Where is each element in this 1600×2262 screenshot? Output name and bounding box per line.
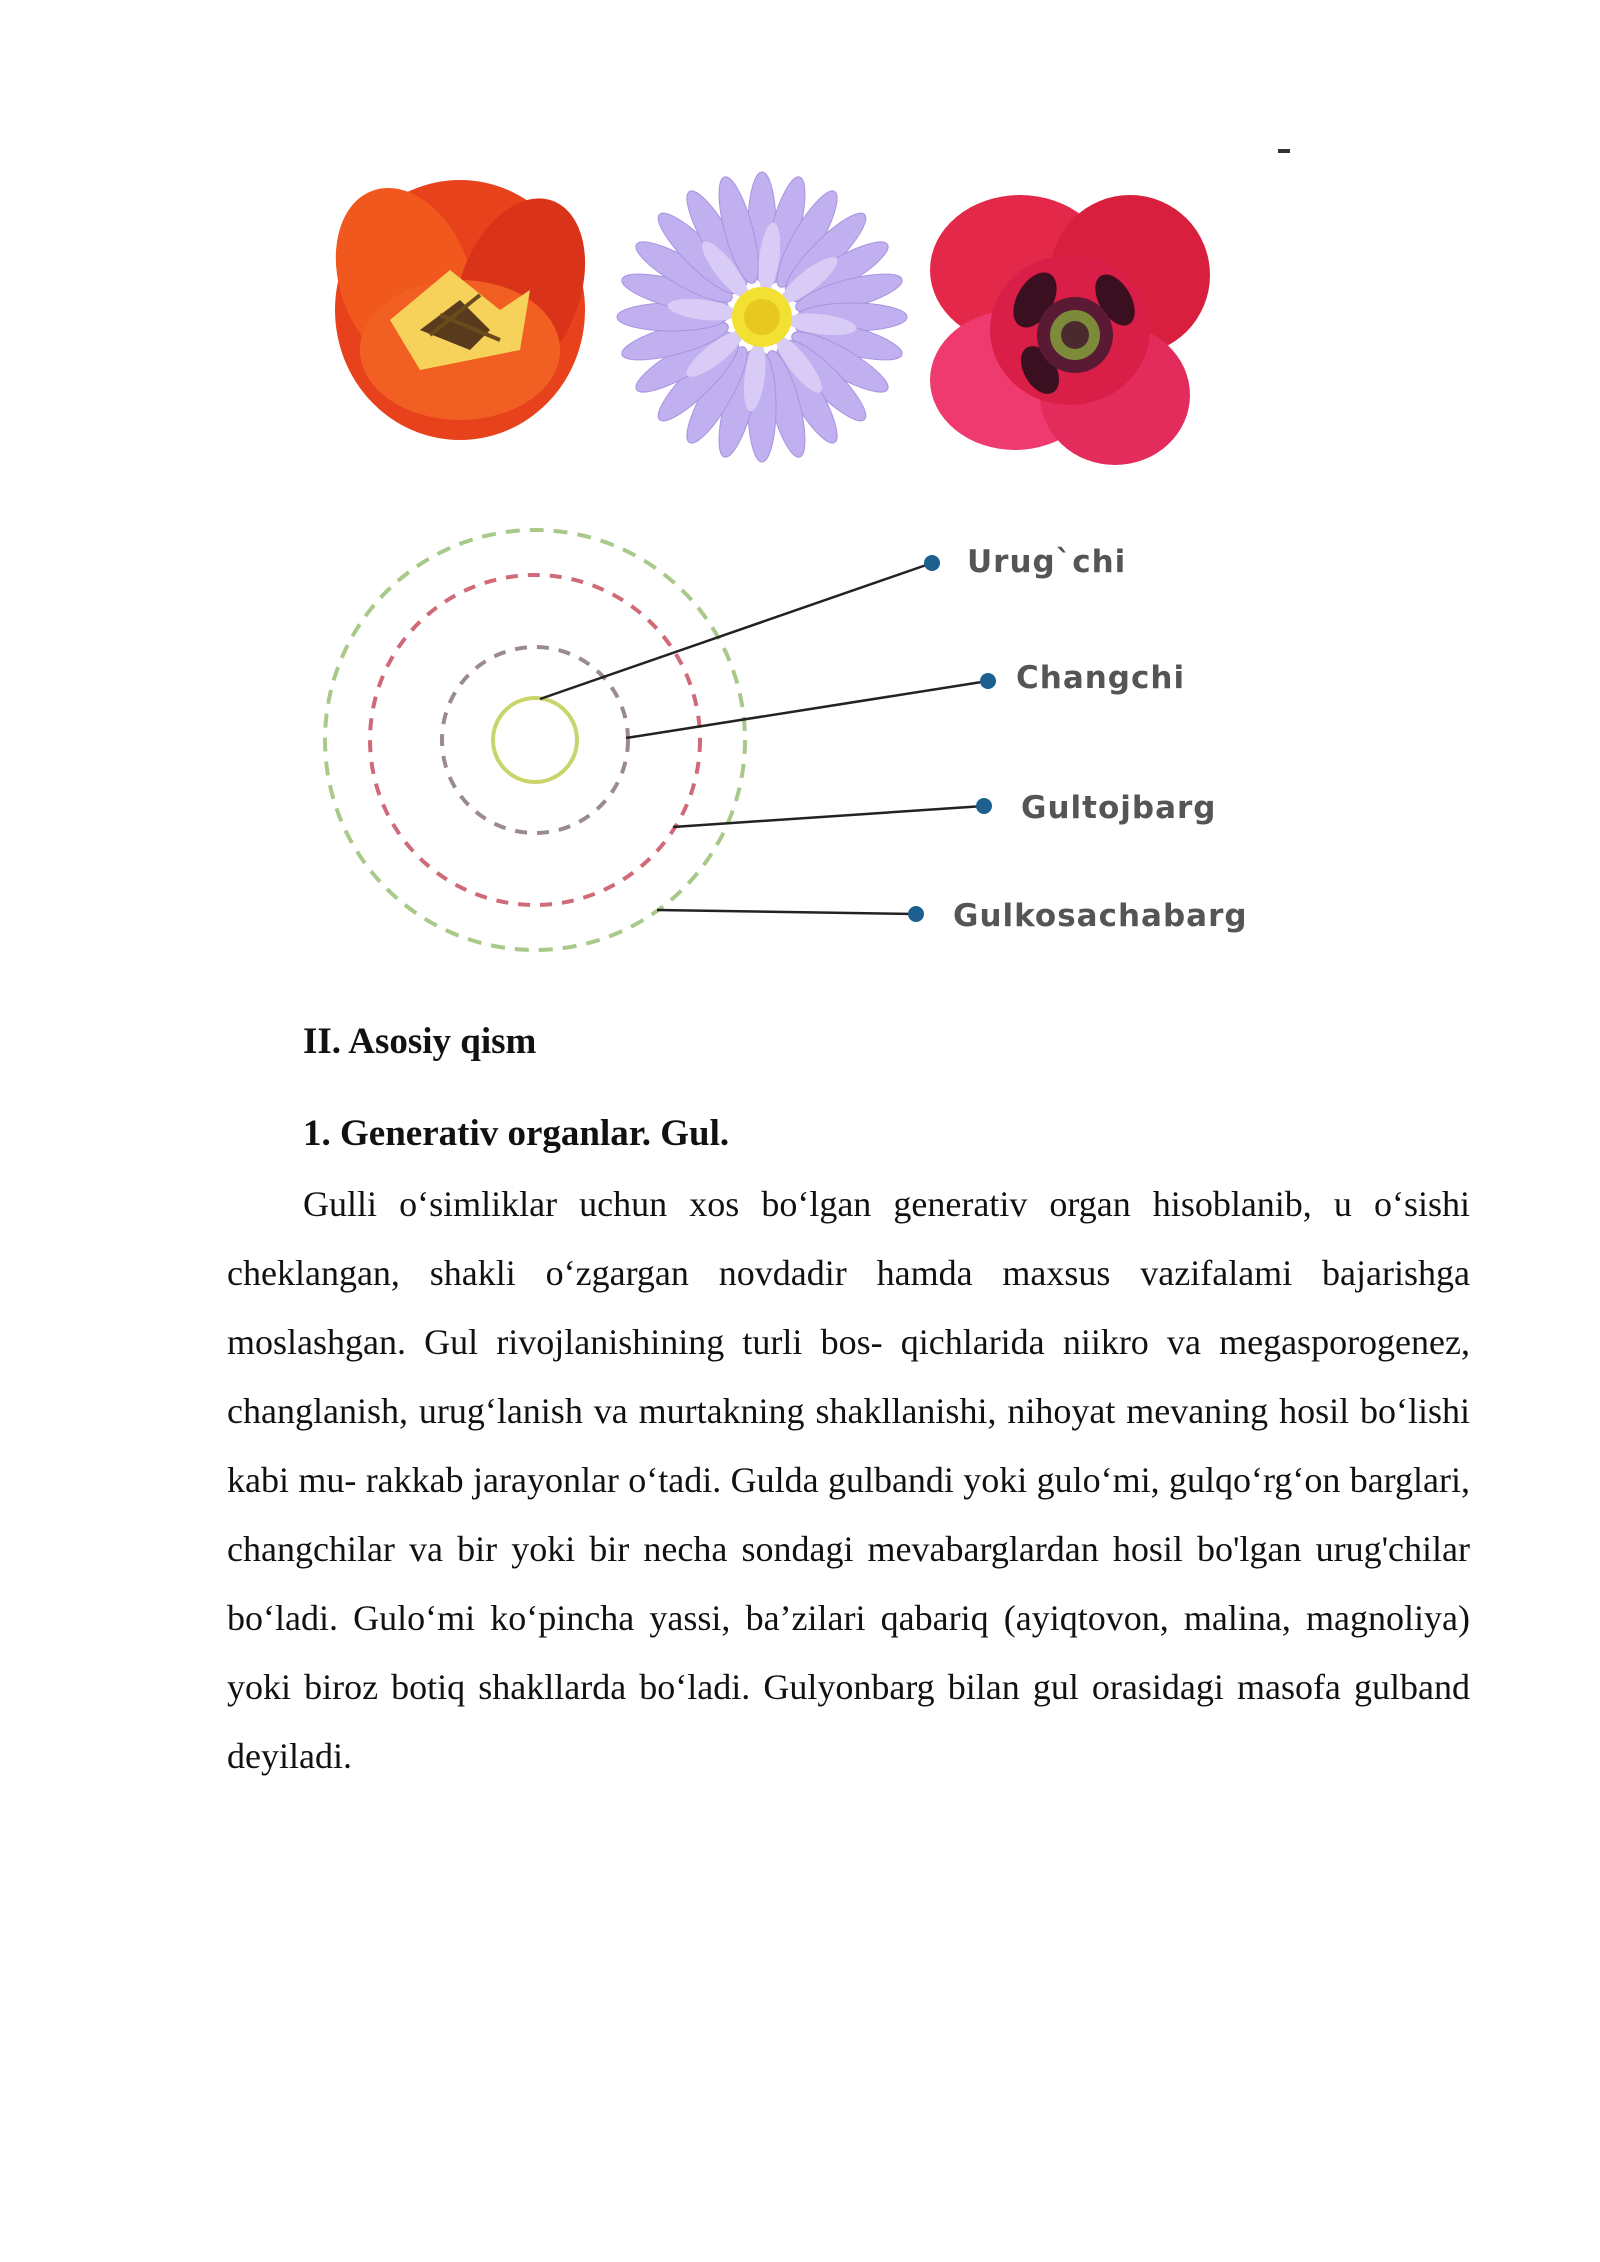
body-paragraph: Gulli o‘simliklar uchun xos bo‘lgan generativ organ hisoblanib, u o‘sishi cheklangan, shakli o‘zgargan novdadir hamda maxsus vazifalami bajarishga moslashgan. Gul rivojlanishining turli bos- qichlarida niikro va megasporogenez, changlanish, urug‘lanish va murtakning shakllanishi, nihoyat mevaning hosil bo‘lishi kabi mu- rakkab jarayonlar o‘tadi. Gulda gulbandi yoki gulo‘mi, gulqo‘rg‘on barglari, changchilar va bir yoki bir necha sondagi mevabarglardan hosil bo'lgan urug'chilar bo‘ladi. Gulo‘mi ko‘pincha yassi, ba’zilari qabariq (ayiqtovon, malina, magnoliya) yoki biroz botiq shakllarda bo‘ladi. Gulyonbarg bilan gul orasidagi masofa gulband deyiladi. [227, 1184, 1470, 1776]
label-petal: Gultojbarg [1021, 790, 1217, 826]
petal-ring [370, 575, 700, 905]
label-dots [908, 555, 996, 922]
section-heading: II. Asosiy qism [303, 1021, 537, 1062]
poppy-image [930, 195, 1210, 465]
stamen-ring [442, 647, 628, 833]
dash-mark [1278, 149, 1290, 153]
subsection-heading: 1. Generativ organlar. Gul. [303, 1113, 730, 1154]
label-stamen: Changchi [1016, 660, 1186, 696]
flower-images [320, 160, 1260, 490]
sepal-ring [325, 530, 745, 950]
aster-image [617, 172, 907, 462]
label-sepal: Gulkosachabarg [953, 898, 1248, 934]
tulip-image [320, 168, 609, 440]
label-pistil: Urug`chi [967, 544, 1127, 580]
floral-diagram [300, 500, 1300, 980]
leader-lines [540, 563, 988, 914]
pistil-ring [493, 698, 577, 782]
